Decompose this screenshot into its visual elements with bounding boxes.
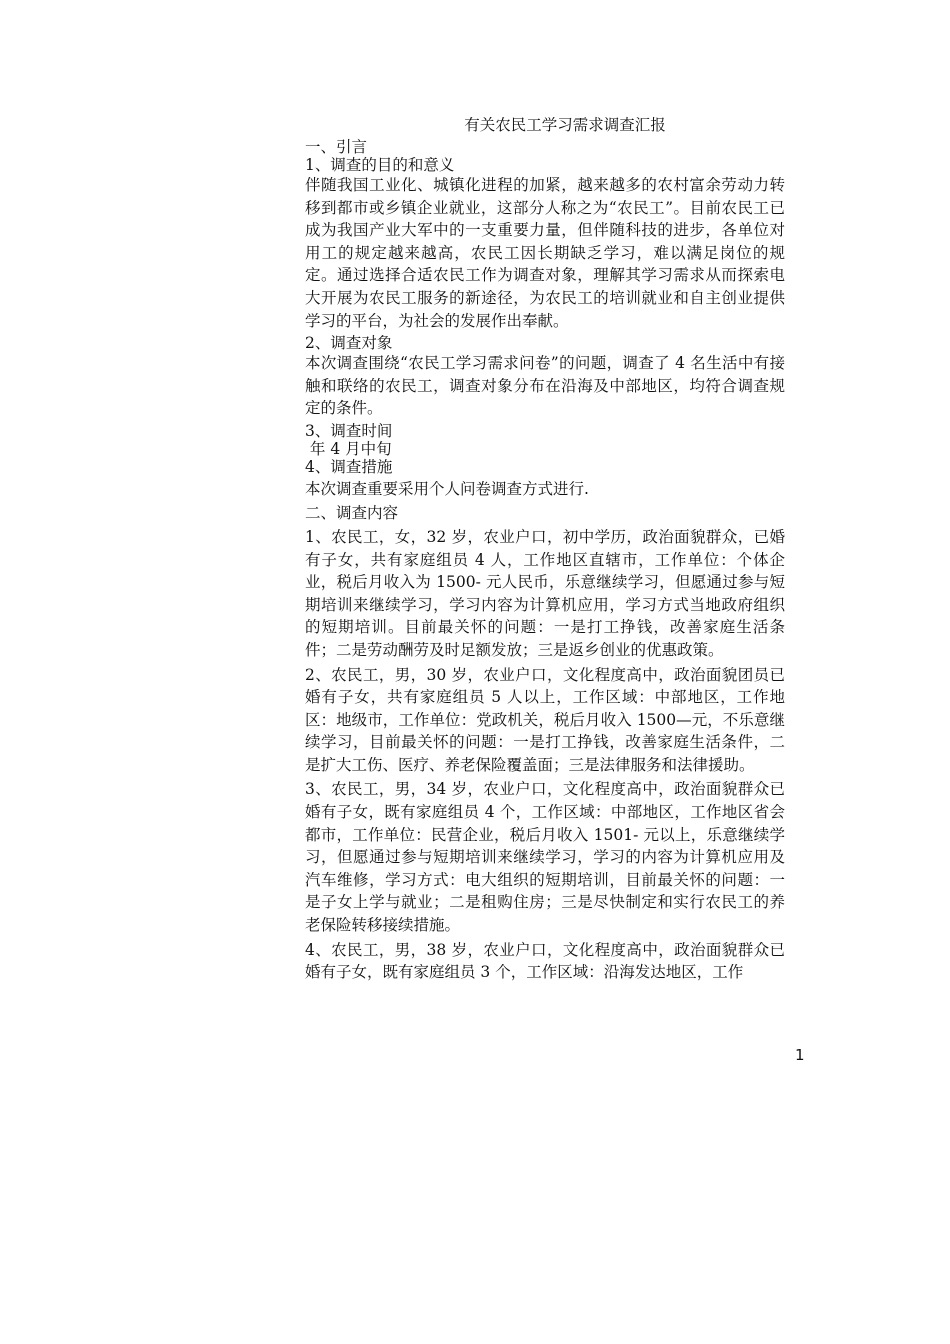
- section-heading-content: 二、调查内容: [305, 503, 399, 522]
- survey-item: 4、农民工，男，38 岁，农业户口，文化程度高中，政治面貌群众已婚有子女，既有家庭组员 3 个，工作区域：沿海发达地区，工作: [305, 940, 785, 982]
- subheading-purpose: 1、调查的目的和意义: [305, 156, 455, 174]
- page-number: 1: [795, 1046, 805, 1064]
- section-heading-introduction: 一、引言: [305, 138, 368, 156]
- paragraph-subjects: 本次调查围绕“农民工学习需求问卷”的问题，调查了 4 名生活中有接触和联络的农民工，调查对象分布在沿海及中部地区，均符合调查规定的条件。: [305, 354, 785, 418]
- subheading-time: 3、调查时间: [305, 421, 393, 440]
- survey-item: 1、农民工，女，32 岁，农业户口，初中学历，政治面貌群众，已婚有子女，共有家庭组员 4 人，工作地区直辖市，工作单位：个体企业，税后月收入为 1500- 元人民币，乐意继续学习，但愿通过参与短期培训来继续学习，学习内容为计算机应用，学习方式当地政府组织的短期培训。目前最关怀的问题：一是打工挣钱，改善家庭生活条件；二是劳动酬劳及时足额发放；三是返乡创业的优惠政策。: [305, 527, 785, 659]
- survey-item: 2、农民工，男，30 岁，农业户口，文化程度高中，政治面貌团员已婚有子女，共有家庭组员 5 人以上，工作区域：中部地区，工作地区：地级市，工作单位：党政机关，税后月收入 1500—元，不乐意继续学习，目前最关怀的问题：一是打工挣钱，改善家庭生活条件，二是扩大工伤、医疗、养老保险覆盖面；三是法律服务和法律援助。: [305, 665, 785, 774]
- subheading-subjects: 2、调查对象: [305, 334, 393, 353]
- survey-item: 3、农民工，男，34 岁，农业户口，文化程度高中，政治面貌群众已婚有子女，既有家庭组员 4 个，工作区域：中部地区，工作地区省会都市，工作单位：民营企业，税后月收入 1501- 元以上，乐意继续学习，但愿通过参与短期培训来继续学习，学习的内容为计算机应用及汽车维修，学习方式：电大组织的短期培训，目前最关怀的问题：一是子女上学与就业；二是租购住房；三是尽快制定和实行农民工的养老保险转移接续措施。: [305, 780, 785, 935]
- document-title: 有关农民工学习需求调查汇报: [464, 116, 666, 134]
- paragraph-time: 年 4 月中旬: [305, 439, 392, 458]
- paragraph-purpose: 伴随我国工业化、城镇化进程的加紧，越来越多的农村富余劳动力转移到都市或乡镇企业就业，这部分人称之为“农民工”。目前农民工已成为我国产业大军中的一支重要力量，但伴随科技的进步，各单位对用工的规定越来越高，农民工因长期缺乏学习，难以满足岗位的规定。通过选择合适农民工作为调查对象，理解其学习需求从而探索电大开展为农民工服务的新途径，为农民工的培训就业和自主创业提供学习的平台，为社会的发展作出奉献。: [305, 176, 785, 330]
- paragraph-method: 本次调查重要采用个人问卷调查方式进行.: [305, 479, 589, 498]
- subheading-method: 4、调查措施: [305, 457, 393, 476]
- document-body: [305, 112, 785, 984]
